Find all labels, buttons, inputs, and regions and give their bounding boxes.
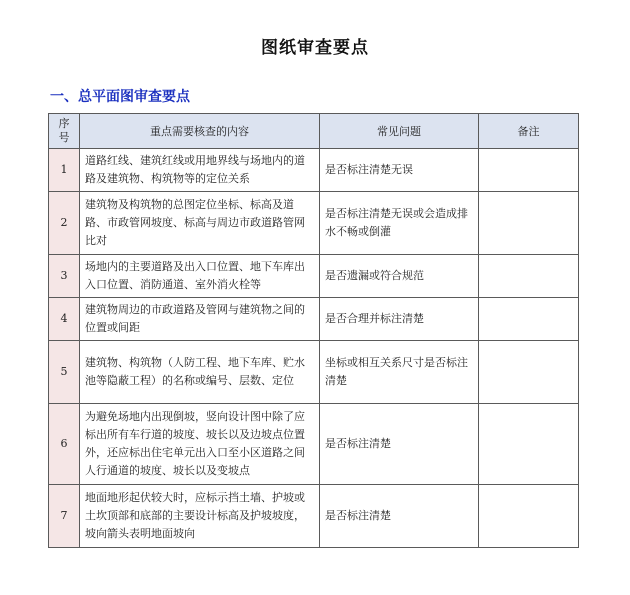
row-issue: 是否标注清楚 (320, 404, 479, 485)
row-issue: 坐标或相互关系尺寸是否标注清楚 (320, 341, 479, 404)
row-issue: 是否标注清楚 (320, 485, 479, 548)
row-note (479, 149, 579, 192)
header-seq: 序号 (49, 114, 80, 149)
header-content: 重点需要核查的内容 (80, 114, 320, 149)
table-row (49, 298, 579, 341)
row-seq: 1 (49, 149, 80, 192)
review-table (48, 113, 579, 548)
table-row (49, 149, 579, 192)
row-content: 建筑物、构筑物（人防工程、地下车库、贮水池等隐蔽工程）的名称或编号、层数、定位 (80, 341, 320, 404)
row-note (479, 341, 579, 404)
table-row (49, 255, 579, 298)
row-note (479, 192, 579, 255)
row-content: 为避免场地内出现倒坡，竖向设计图中除了应标出所有车行道的坡度、坡长以及边坡点位置外，还应标出住宅单元出入口至小区道路之间人行通道的坡度、坡长以及变坡点 (80, 404, 320, 485)
table-row (49, 192, 579, 255)
row-content: 建筑物及构筑物的总图定位坐标、标高及道路、市政管网坡度、标高与周边市政道路管网比对 (80, 192, 320, 255)
header-issue: 常见问题 (320, 114, 479, 149)
table-row (49, 341, 579, 404)
row-seq: 6 (49, 404, 80, 485)
row-note (479, 404, 579, 485)
row-note (479, 298, 579, 341)
row-content: 场地内的主要道路及出入口位置、地下车库出入口位置、消防通道、室外消火栓等 (80, 255, 320, 298)
row-seq: 7 (49, 485, 80, 548)
row-issue: 是否遗漏或符合规范 (320, 255, 479, 298)
table-row (49, 485, 579, 548)
section-heading: 一、总平面图审查要点 (50, 89, 190, 105)
header-note: 备注 (479, 114, 579, 149)
row-seq: 5 (49, 341, 80, 404)
row-content: 地面地形起伏较大时，应标示挡土墙、护坡或土坎顶部和底部的主要设计标高及护坡坡度，坡向箭头表明地面坡向 (80, 485, 320, 548)
row-issue: 是否标注清楚无误 (320, 149, 479, 192)
row-seq: 3 (49, 255, 80, 298)
row-seq: 2 (49, 192, 80, 255)
page-title: 图纸审查要点 (261, 38, 369, 58)
row-note (479, 485, 579, 548)
table-header-row (49, 114, 579, 149)
table-row (49, 404, 579, 485)
row-seq: 4 (49, 298, 80, 341)
row-issue: 是否标注清楚无误或会造成排水不畅或倒灌 (320, 192, 479, 255)
row-note (479, 255, 579, 298)
row-content: 道路红线、建筑红线或用地界线与场地内的道路及建筑物、构筑物等的定位关系 (80, 149, 320, 192)
row-issue: 是否合理并标注清楚 (320, 298, 479, 341)
row-content: 建筑物周边的市政道路及管网与建筑物之间的位置或间距 (80, 298, 320, 341)
